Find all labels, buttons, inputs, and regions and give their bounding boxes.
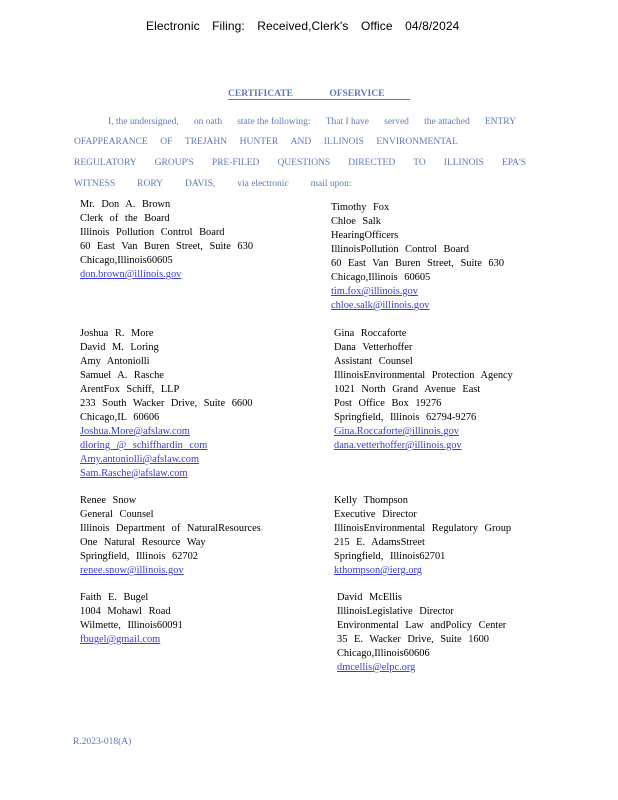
paragraph-word: RORY: [137, 179, 164, 189]
paragraph-word: OF: [160, 137, 173, 147]
paragraph-word: HUNTER: [239, 137, 279, 147]
recipient-line: Kelly Thompson: [334, 495, 408, 506]
recipient-line: 215 E. AdamsStreet: [334, 537, 425, 548]
recipient-block-snow: [80, 494, 261, 578]
email-link[interactable]: fbugel@gmail.com: [80, 634, 161, 645]
paragraph-word: state the following:: [237, 117, 311, 127]
recipient-block-bugel: [80, 591, 183, 647]
recipient-line: Illinois Pollution Control Board: [80, 227, 225, 238]
email-link[interactable]: tim.fox@illinois.gov: [331, 286, 418, 297]
paragraph-word: mail upon:: [310, 179, 352, 189]
email-link[interactable]: Amy.antoniolli@afslaw.com: [80, 454, 200, 465]
recipient-line: 60 East Van Buren Street, Suite 630: [80, 241, 254, 252]
recipient-line: 35 E. Wacker Drive, Suite 1600: [337, 634, 489, 645]
recipient-line: Gina Roccaforte: [334, 328, 407, 339]
paragraph-line-1: [108, 117, 516, 127]
recipient-line: Timothy Fox: [331, 202, 390, 213]
email-link[interactable]: dana.vetterhoffer@illinois.gov: [334, 440, 462, 451]
email-link[interactable]: don.brown@illinois.gov: [80, 269, 182, 280]
recipient-line: Illinois Department of NaturalResources: [80, 523, 261, 534]
email-link[interactable]: Sam.Rasche@afslaw.com: [80, 468, 188, 479]
recipient-line: General Counsel: [80, 509, 154, 520]
paragraph-word: ILLINOIS: [443, 158, 484, 168]
recipient-line: Mr. Don A. Brown: [80, 199, 171, 210]
recipient-line: Springfield, Illinois62701: [334, 551, 446, 562]
docket-number: R.2023-018(A): [73, 737, 132, 747]
recipient-line: Chicago,Illinois60606: [337, 648, 430, 659]
paragraph-word: QUESTIONS: [277, 158, 331, 168]
recipient-block-more: [80, 327, 253, 481]
recipient-line: Environmental Law andPolicy Center: [337, 620, 507, 631]
paragraph-word: TREJAHN: [184, 137, 228, 147]
email-link[interactable]: Joshua.More@afslaw.com: [80, 426, 190, 437]
paragraph-word: via electronic: [237, 179, 289, 189]
recipient-line: David M. Loring: [80, 342, 159, 353]
recipient-line: Chloe Salk: [331, 216, 381, 227]
recipient-line: Chicago,Illinois60605: [80, 255, 173, 266]
recipient-line: IllinoisLegislative Director: [337, 606, 454, 617]
recipient-line: Clerk of the Board: [80, 213, 170, 224]
paragraph-word: DAVIS,: [185, 179, 216, 189]
paragraph-word: AND: [290, 137, 312, 147]
recipient-line: 1004 Mohawl Road: [80, 606, 171, 617]
recipient-block-fox: [331, 201, 504, 313]
email-link[interactable]: dmcellis@elpc.org: [337, 662, 416, 673]
paragraph-line-4: [74, 179, 526, 189]
paragraph-word: the attached: [424, 117, 470, 127]
paragraph-word: TO: [413, 158, 426, 168]
email-link[interactable]: renee.snow@illinois.gov: [80, 565, 184, 576]
recipient-line: ArentFox Schiff, LLP: [80, 384, 180, 395]
recipient-line: 233 South Wacker Drive, Suite 6600: [80, 398, 253, 409]
recipient-line: Renee Snow: [80, 495, 137, 506]
recipient-line: Chicago,IL 60606: [80, 412, 160, 423]
recipient-line: HearingOfficers: [331, 230, 399, 241]
paragraph-word: OFAPPEARANCE: [74, 137, 148, 147]
recipient-line: Faith E. Bugel: [80, 592, 149, 603]
paragraph-word: ENTRY: [484, 117, 516, 127]
recipient-line: Assistant Counsel: [334, 356, 413, 367]
recipient-line: Springfield, Illinois 62702: [80, 551, 198, 562]
email-link[interactable]: chloe.salk@illinois.gov: [331, 300, 430, 311]
paragraph-word: That I have: [325, 117, 369, 127]
paragraph-word: I, the undersigned,: [108, 117, 179, 127]
recipient-line: Amy Antoniolli: [80, 356, 150, 367]
recipient-line: Springfield, Illinois 62794-9276: [334, 412, 477, 423]
paragraph-word: WITNESS: [74, 179, 116, 189]
paragraph-word: DIRECTED: [348, 158, 396, 168]
paragraph-line-3: [74, 158, 526, 168]
paragraph-word: on oath: [193, 117, 223, 127]
paragraph-word: GROUP'S: [154, 158, 194, 168]
email-link[interactable]: kthompson@ierg.org: [334, 565, 422, 576]
paragraph-word: ENVIRONMENTAL: [376, 137, 458, 147]
recipient-line: Dana Vetterhoffer: [334, 342, 413, 353]
recipient-block-thompson: [334, 494, 511, 578]
recipient-line: One Natural Resource Way: [80, 537, 206, 548]
recipient-line: IllinoisEnvironmental Protection Agency: [334, 370, 513, 381]
paragraph-word: EPA'S: [501, 158, 526, 168]
paragraph-word: served: [384, 117, 409, 127]
recipient-line: Joshua R. More: [80, 328, 154, 339]
recipient-block-brown: [80, 198, 253, 282]
recipient-block-mcellis: [337, 591, 506, 675]
paragraph-word: PRE-FILED: [211, 158, 260, 168]
recipient-block-roccaforte: [334, 327, 513, 453]
paragraph-word: REGULATORY: [74, 158, 137, 168]
certificate-title: CERTIFICATE OFSERVICE: [228, 89, 410, 100]
email-link[interactable]: dloring @ schiffhardin com: [80, 440, 208, 451]
recipient-line: Samuel A. Rasche: [80, 370, 164, 381]
paragraph-line-2: [74, 137, 458, 147]
recipient-line: IllinoisPollution Control Board: [331, 244, 469, 255]
recipient-line: Post Office Box 19276: [334, 398, 442, 409]
recipient-line: Wilmette, Illinois60091: [80, 620, 183, 631]
recipient-line: David McEllis: [337, 592, 402, 603]
recipient-line: 60 East Van Buren Street, Suite 630: [331, 258, 505, 269]
recipient-line: 1021 North Grand Avenue East: [334, 384, 481, 395]
paragraph-word: ILLINOIS: [323, 137, 364, 147]
email-link[interactable]: Gina.Roccaforte@illinois.gov: [334, 426, 459, 437]
recipient-line: IllinoisEnvironmental Regulatory Group: [334, 523, 512, 534]
filing-header: Electronic Filing: Received,Clerk's Office 04/8/2024: [146, 19, 460, 33]
recipient-line: Chicago,Illinois 60605: [331, 272, 431, 283]
recipient-line: Executive Director: [334, 509, 417, 520]
